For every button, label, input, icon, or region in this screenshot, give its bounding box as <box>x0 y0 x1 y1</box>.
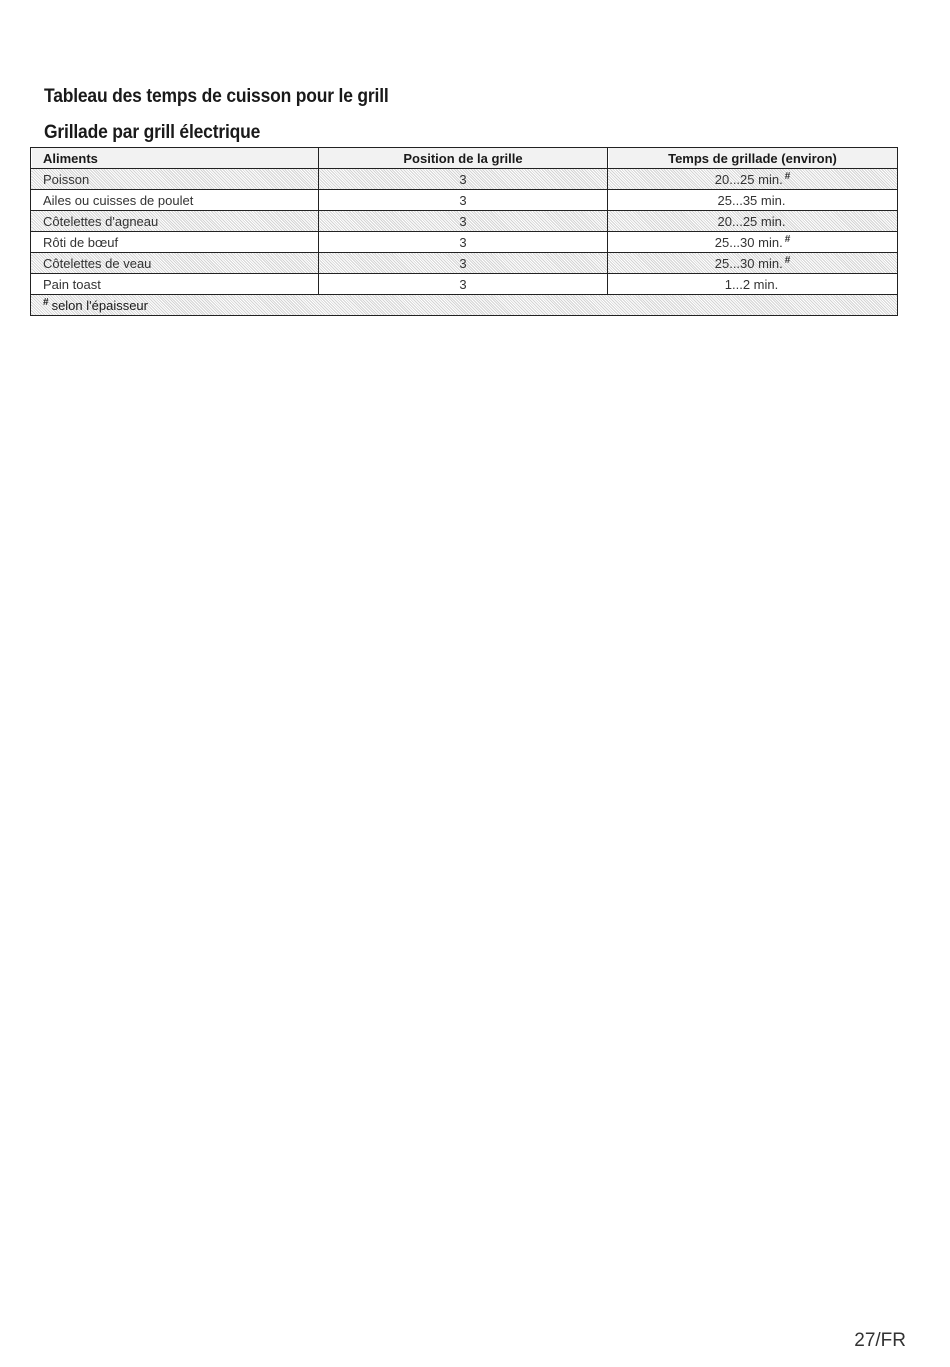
footnote-marker: # <box>784 234 791 245</box>
rack-position-cell: 3 <box>319 274 608 295</box>
table-row <box>31 232 898 253</box>
section-title: Grillade par grill électrique <box>44 122 261 143</box>
grill-time-cell <box>608 190 898 211</box>
grill-time-value: 20...25 min. <box>717 214 786 229</box>
rack-position-cell: 3 <box>319 211 608 232</box>
grill-time-cell <box>608 253 898 274</box>
rack-position-cell: 3 <box>319 169 608 190</box>
page-title: Tableau des temps de cuisson pour le grill <box>44 86 389 107</box>
food-cell: Ailes ou cuisses de poulet <box>31 190 319 211</box>
grill-time-cell <box>608 232 898 253</box>
grill-time-cell <box>608 274 898 295</box>
footnote-text: selon l'épaisseur <box>51 298 148 313</box>
grill-time-value: 25...30 min. <box>714 256 783 271</box>
table-row <box>31 211 898 232</box>
table-header-row <box>31 148 898 169</box>
rack-position-cell: 3 <box>319 253 608 274</box>
food-cell: Côtelettes de veau <box>31 253 319 274</box>
grill-time-value: 1...2 min. <box>724 277 779 292</box>
food-cell: Poisson <box>31 169 319 190</box>
footnote-row <box>31 295 898 316</box>
grill-time-value: 25...30 min. <box>714 235 783 250</box>
header-food: Aliments <box>31 148 319 169</box>
table-row <box>31 190 898 211</box>
grill-times-table <box>30 147 898 316</box>
grill-time-value: 20...25 min. <box>714 172 783 187</box>
footnote-marker: # <box>784 255 791 266</box>
grill-time-cell <box>608 169 898 190</box>
footnote-marker: # <box>784 171 791 182</box>
page-number: 27/FR <box>854 1330 906 1351</box>
table-row <box>31 274 898 295</box>
rack-position-cell: 3 <box>319 190 608 211</box>
grill-time-value: 25...35 min. <box>717 193 786 208</box>
table-row <box>31 253 898 274</box>
grill-time-cell <box>608 211 898 232</box>
food-cell: Pain toast <box>31 274 319 295</box>
food-cell: Côtelettes d'agneau <box>31 211 319 232</box>
header-grill-time: Temps de grillade (environ) <box>608 148 898 169</box>
footnote-cell <box>31 295 898 316</box>
header-rack-position: Position de la grille <box>319 148 608 169</box>
footnote-marker: # <box>43 297 49 308</box>
food-cell: Rôti de bœuf <box>31 232 319 253</box>
table-row <box>31 169 898 190</box>
rack-position-cell: 3 <box>319 232 608 253</box>
